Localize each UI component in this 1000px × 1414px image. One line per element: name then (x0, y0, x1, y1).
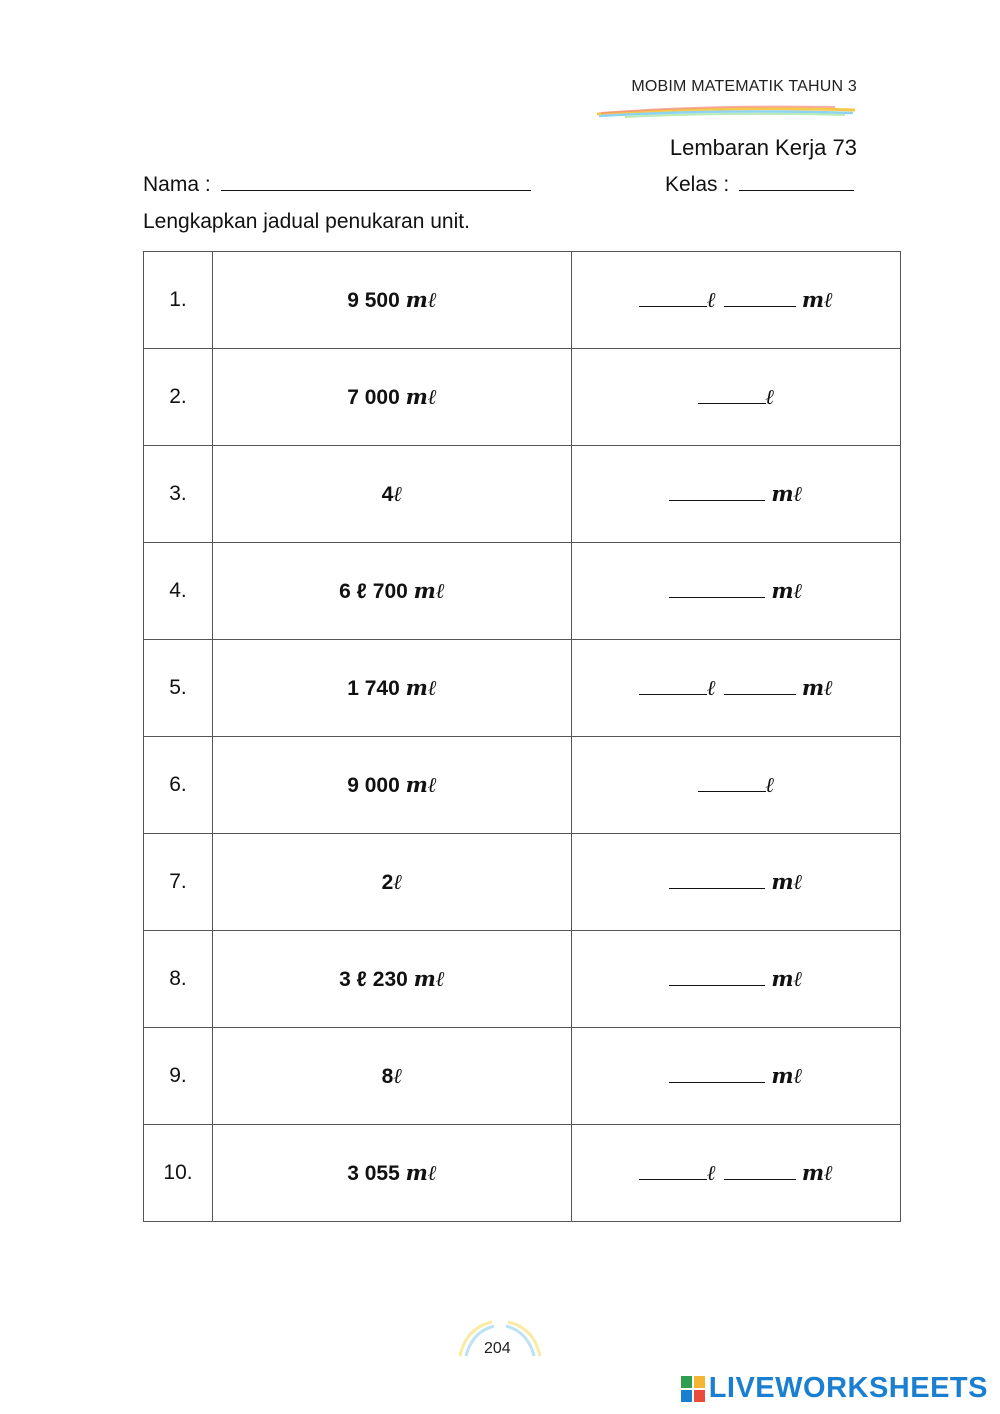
given-value: 2 (381, 871, 394, 894)
answer-blank[interactable] (669, 967, 765, 986)
series-title: MOBIM MATEMATIK TAHUN 3 (631, 78, 857, 95)
row-number: 10. (144, 1125, 213, 1222)
unit-label: ℓ (706, 675, 716, 700)
answer-blank[interactable] (669, 482, 765, 501)
table-row (144, 349, 901, 446)
answer-cell[interactable] (572, 640, 901, 737)
answer-blank[interactable] (669, 1064, 765, 1083)
unit-label: ℓ (393, 869, 403, 894)
unit-label: mℓ (405, 772, 437, 797)
answer-blank[interactable] (639, 1161, 707, 1180)
given-quantity (213, 1125, 572, 1222)
given-quantity (213, 737, 572, 834)
given-quantity (213, 252, 572, 349)
answer-cell[interactable] (572, 446, 901, 543)
row-number: 6. (144, 737, 213, 834)
answer-cell[interactable] (572, 1028, 901, 1125)
unit-label: ℓ (706, 1160, 716, 1185)
class-field[interactable] (665, 172, 854, 197)
table-row (144, 737, 901, 834)
given-quantity (213, 834, 572, 931)
answer-blank[interactable] (724, 676, 796, 695)
answer-blank[interactable] (669, 579, 765, 598)
rainbow-decoration (595, 104, 857, 118)
class-input-line[interactable] (739, 172, 854, 191)
worksheet-title: Lembaran Kerja 73 (669, 135, 857, 160)
unit-label: mℓ (405, 1160, 437, 1185)
answer-cell[interactable] (572, 1125, 901, 1222)
row-number: 5. (144, 640, 213, 737)
row-number: 7. (144, 834, 213, 931)
unit-label: mℓ (771, 966, 803, 991)
table-row (144, 543, 901, 640)
table-row (144, 446, 901, 543)
row-number: 4. (144, 543, 213, 640)
answer-blank[interactable] (724, 288, 796, 307)
given-value: 3 055 (347, 1162, 406, 1185)
table-row (144, 834, 901, 931)
row-number: 1. (144, 252, 213, 349)
answer-blank[interactable] (639, 676, 707, 695)
liveworksheets-wordmark: LIVEWORKSHEETS (708, 1372, 988, 1404)
answer-blank[interactable] (698, 773, 766, 792)
unit-label: ℓ (393, 1063, 403, 1088)
unit-label: mℓ (801, 287, 834, 312)
name-field[interactable] (143, 172, 531, 197)
given-quantity (213, 1028, 572, 1125)
table-row (144, 252, 901, 349)
given-value: 9 500 (347, 289, 406, 312)
liveworksheets-logo (681, 1372, 988, 1405)
given-value: 3 ℓ 230 (339, 968, 414, 991)
unit-label: ℓ (765, 772, 775, 797)
unit-label: mℓ (405, 287, 437, 312)
given-quantity (213, 446, 572, 543)
table-row (144, 640, 901, 737)
unit-label: mℓ (771, 578, 803, 603)
answer-cell[interactable] (572, 834, 901, 931)
unit-label: mℓ (413, 578, 445, 603)
conversion-table (143, 251, 901, 1222)
row-number: 9. (144, 1028, 213, 1125)
row-number: 8. (144, 931, 213, 1028)
answer-blank[interactable] (669, 870, 765, 889)
row-number: 2. (144, 349, 213, 446)
liveworksheets-logo-icon (681, 1376, 705, 1402)
class-label: Kelas : (665, 173, 730, 196)
given-value: 6 ℓ 700 (339, 580, 414, 603)
unit-label: mℓ (413, 966, 445, 991)
unit-label: mℓ (801, 675, 834, 700)
name-label: Nama : (143, 173, 211, 196)
page-number: 204 (484, 1340, 511, 1357)
table-row (144, 1028, 901, 1125)
name-input-line[interactable] (221, 172, 531, 191)
given-quantity (213, 349, 572, 446)
unit-label: mℓ (771, 481, 803, 506)
unit-label: ℓ (765, 384, 775, 409)
table-row (144, 1125, 901, 1222)
row-number: 3. (144, 446, 213, 543)
answer-blank[interactable] (724, 1161, 796, 1180)
answer-blank[interactable] (639, 288, 707, 307)
given-quantity (213, 543, 572, 640)
given-value: 4 (381, 483, 394, 506)
unit-label: mℓ (771, 869, 803, 894)
answer-cell[interactable] (572, 931, 901, 1028)
unit-label: ℓ (706, 287, 716, 312)
answer-cell[interactable] (572, 737, 901, 834)
given-value: 9 000 (347, 774, 406, 797)
unit-label: mℓ (405, 384, 437, 409)
unit-label: ℓ (393, 481, 403, 506)
unit-label: mℓ (405, 675, 437, 700)
answer-blank[interactable] (698, 385, 766, 404)
unit-label: mℓ (801, 1160, 834, 1185)
given-quantity (213, 640, 572, 737)
given-value: 1 740 (347, 677, 406, 700)
table-row (144, 931, 901, 1028)
answer-cell[interactable] (572, 349, 901, 446)
answer-cell[interactable] (572, 543, 901, 640)
answer-cell[interactable] (572, 252, 901, 349)
unit-label: mℓ (771, 1063, 803, 1088)
given-value: 7 000 (347, 386, 406, 409)
instruction-text: Lengkapkan jadual penukaran unit. (143, 210, 470, 233)
given-quantity (213, 931, 572, 1028)
given-value: 8 (381, 1065, 394, 1088)
